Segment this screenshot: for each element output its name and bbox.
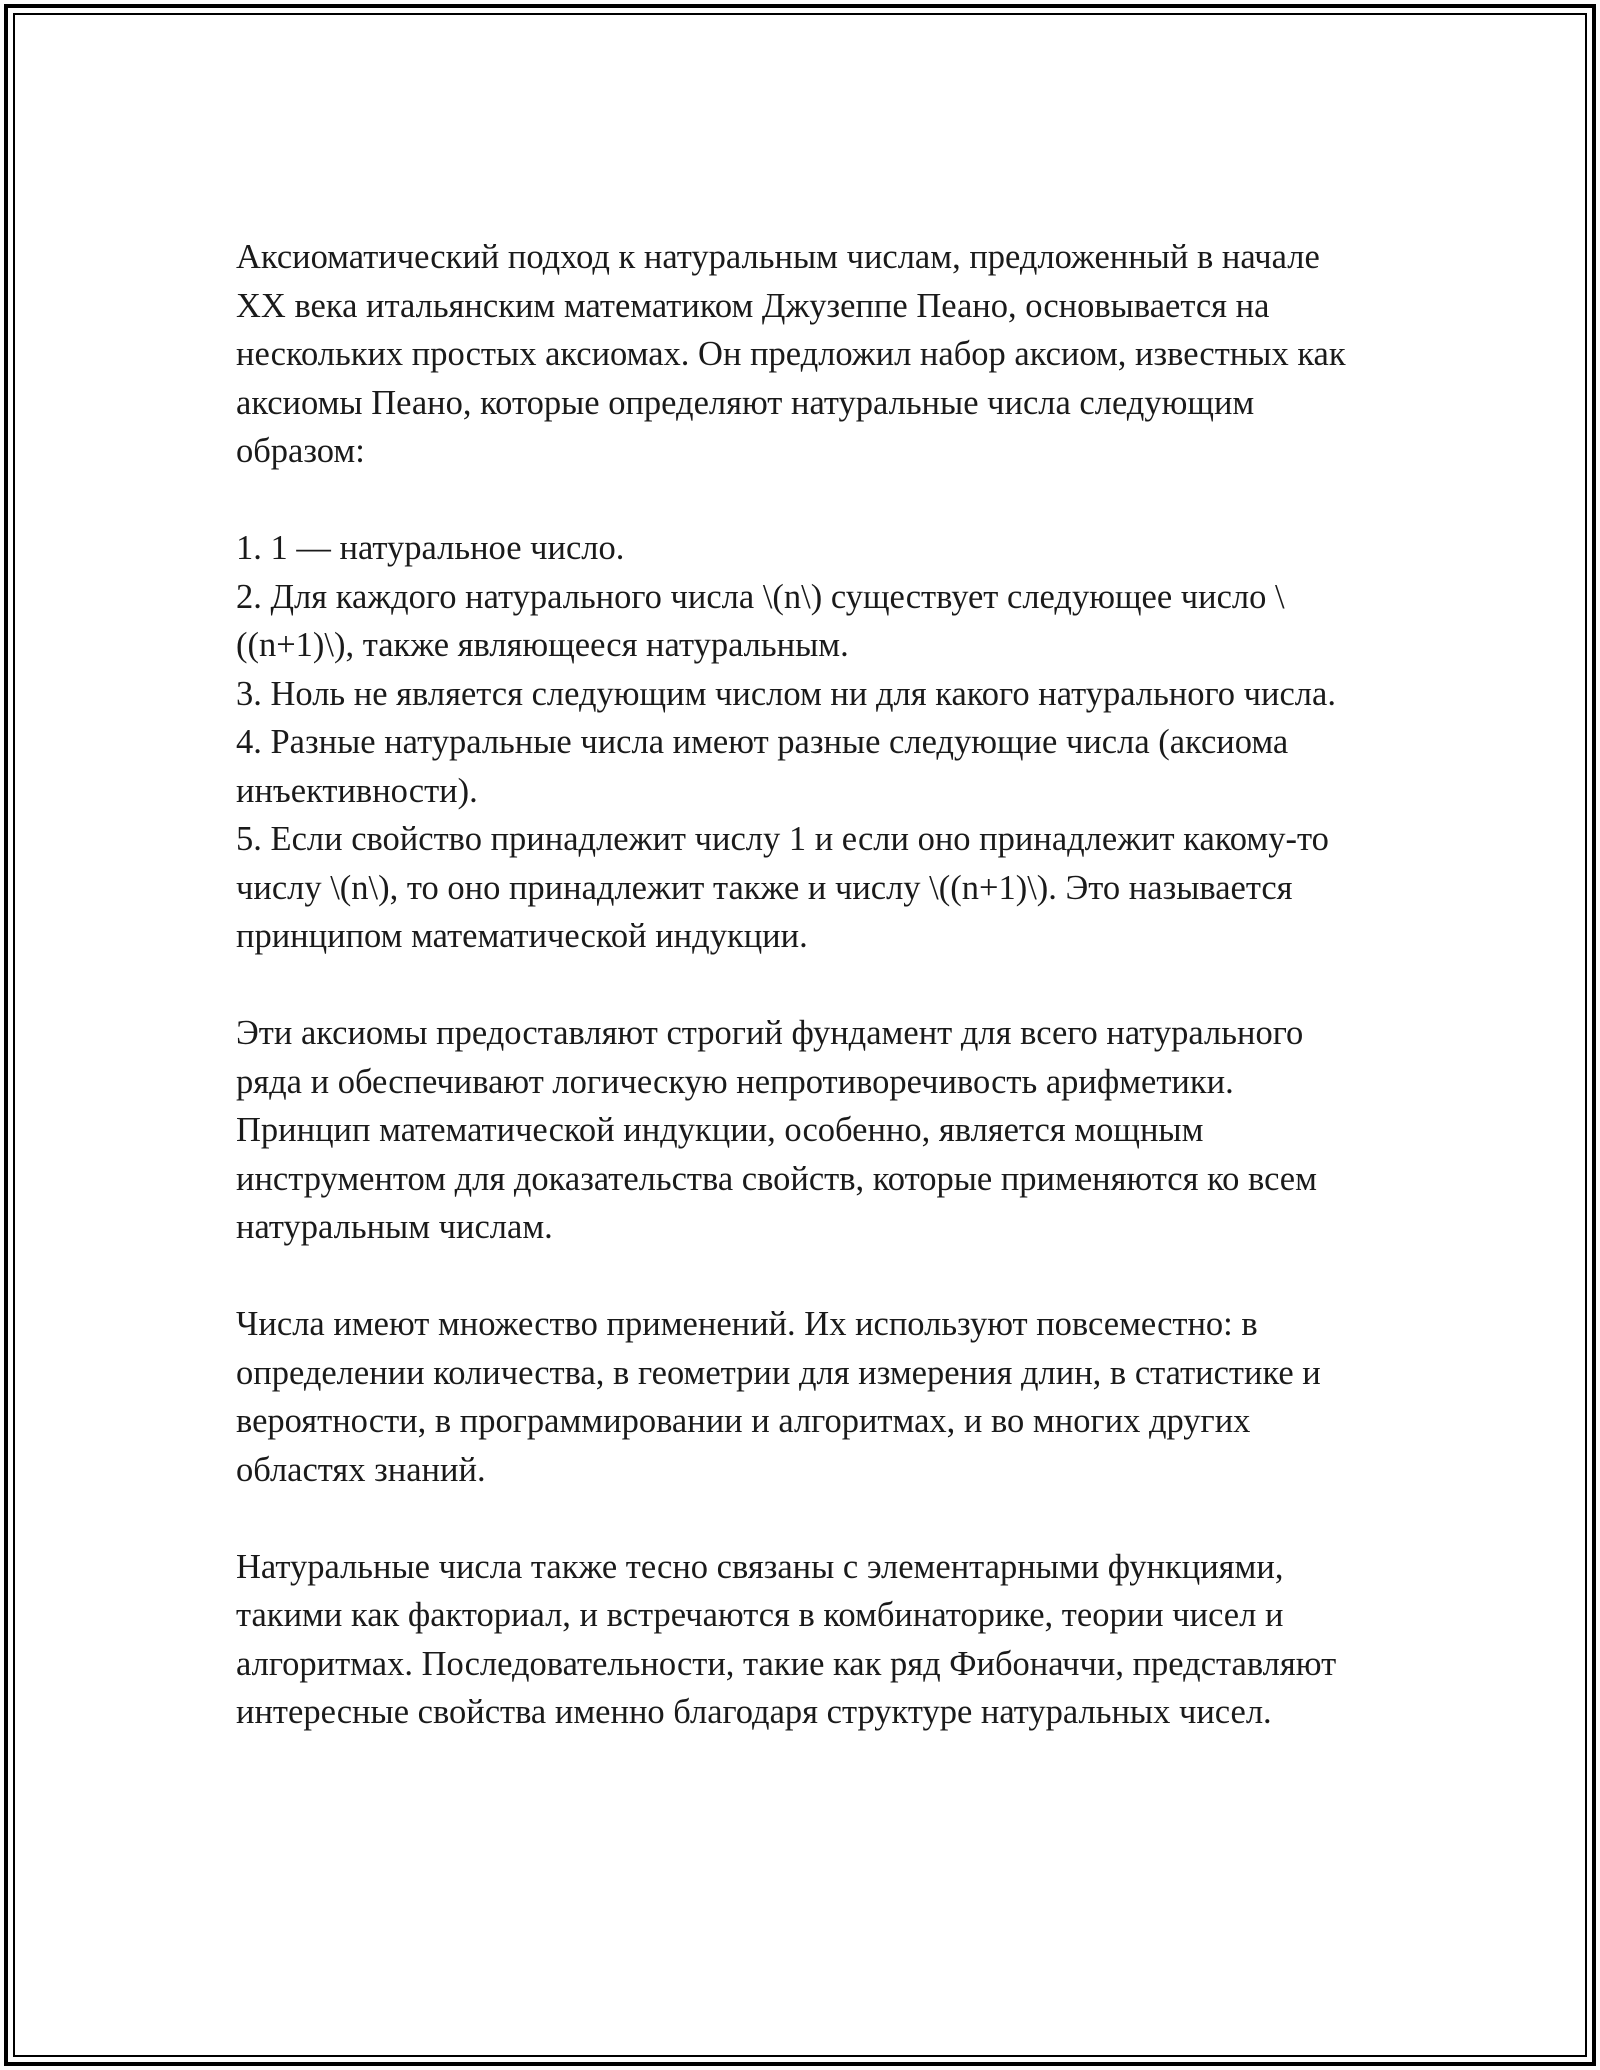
axiom-item-4: 4. Разные натуральные числа имеют разные следующие числа (аксиома инъективности). (236, 723, 1289, 810)
axioms-list (236, 524, 1376, 961)
applications-paragraph: Числа имеют множество применений. Их используют повсеместно: в определении количества, в геометрии для измерения длин, в статистике и вероятности, в программировании и алгоритмах, и во многих других областях знаний. (236, 1305, 1321, 1489)
axiom-item-5: 5. Если свойство принадлежит числу 1 и если оно принадлежит какому-то числу \(n\), то оно принадлежит также и числу \((n+1)\). Это называется принципом математической индукции. (236, 820, 1329, 955)
foundation-paragraph: Эти аксиомы предоставляют строгий фундамент для всего натурального ряда и обеспечивают логическую непротиворечивость арифметики. Принцип математической индукции, особенно, является мощным инструментом для доказательства свойств, которые применяются ко всем натуральным числам. (236, 1014, 1317, 1246)
axiom-item-2: 2. Для каждого натурального числа \(n\) существует следующее число \((n+1)\), также являющееся натуральным. (236, 577, 1285, 664)
axiom-item-1: 1. 1 — натуральное число. (236, 529, 625, 567)
axiom-item-3: 3. Ноль не является следующим числом ни для какого натурального числа. (236, 674, 1336, 713)
connections-paragraph: Натуральные числа также тесно связаны с элементарными функциями, такими как факториал, и встречаются в комбинаторике, теории чисел и алгоритмах. Последовательности, такие как ряд Фибоначчи, представляют интересные свойства именно благодаря структуре натуральных чисел. (236, 1547, 1337, 1731)
intro-paragraph: Аксиоматический подход к натуральным числам, предложенный в начале XX века итальянским математиком Джузеппе Пеано, основывается на нескольких простых аксиомах. Он предложил набор аксиом, известных как аксиомы Пеано, которые определяют натуральные числа следующим образом: (236, 238, 1346, 470)
document-body (236, 233, 1376, 1785)
